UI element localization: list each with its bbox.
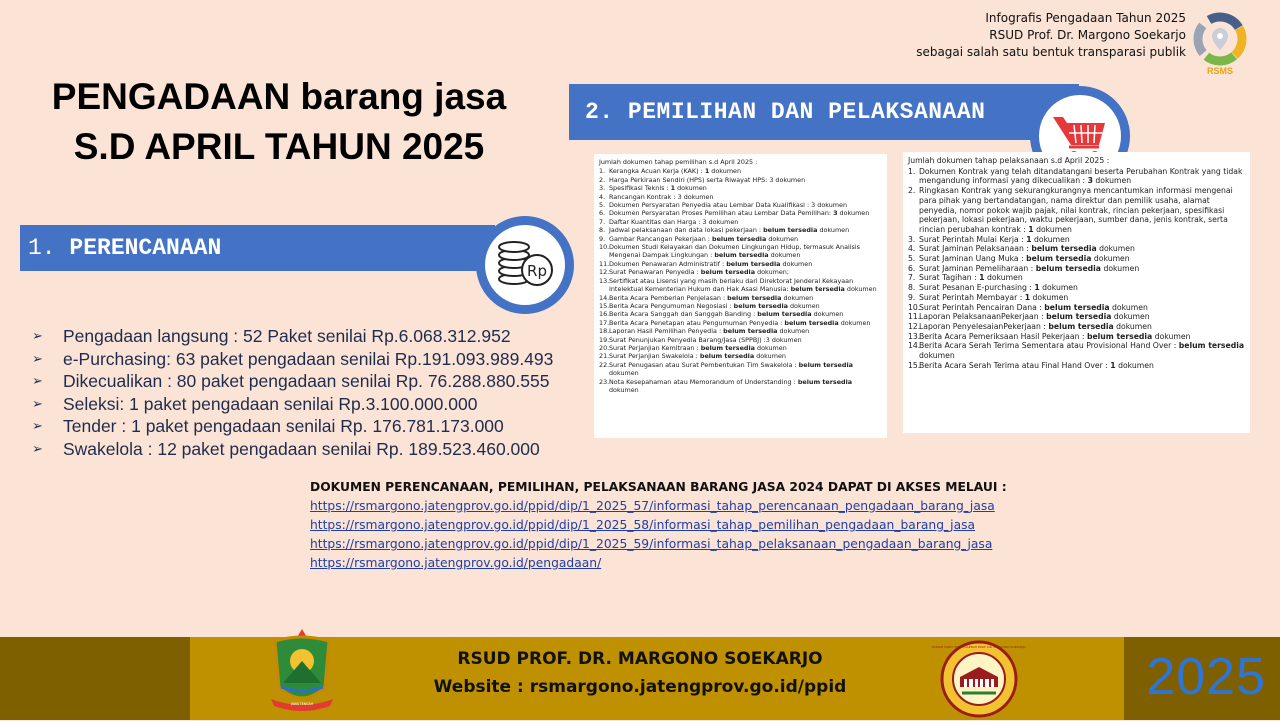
item-text — [609, 378, 882, 395]
arrow-bullet-icon: ➢ — [32, 373, 43, 388]
item-suffix: dokumen — [768, 251, 801, 260]
item-suffix: dokumen — [781, 293, 814, 302]
item-number: 6. — [908, 263, 916, 273]
pelaksanaan-panel-heading: Jumlah dokumen tahap pelaksanaan s.d April 2025 : — [908, 156, 1110, 165]
rsms-logo-text: RSMS — [1206, 66, 1234, 76]
bullet-text: Seleksi: 1 paket pengadaan senilai Rp.3.100.000.000 — [63, 393, 478, 414]
item-label: Laporan Hasil Pemilihan Penyedia : — [609, 327, 724, 336]
item-text — [919, 283, 1245, 293]
item-text — [609, 176, 882, 184]
section-perencanaan-header — [20, 225, 495, 271]
list-item — [32, 393, 592, 416]
item-number: 18. — [599, 327, 610, 336]
item-status: belum tersedia — [1048, 321, 1114, 331]
item-text — [609, 294, 882, 302]
item-text — [919, 312, 1245, 322]
item-text — [919, 235, 1245, 245]
item-label: Harga Perkiraan Sendiri (HPS) serta Riwayat HPS: 3 dokumen — [609, 175, 806, 184]
item-number: 8. — [599, 226, 606, 235]
item-text — [919, 341, 1245, 360]
item-text — [919, 273, 1245, 283]
item-suffix: dokumen — [780, 259, 813, 268]
item-text — [609, 243, 882, 260]
list-item — [599, 268, 882, 276]
list-item — [599, 361, 882, 378]
list-item — [908, 293, 1245, 303]
list-item — [599, 336, 882, 344]
item-number: 3. — [908, 234, 916, 244]
item-number: 10. — [599, 243, 610, 252]
list-item — [908, 235, 1245, 245]
item-suffix: dokumen — [844, 285, 877, 294]
list-item — [599, 344, 882, 352]
coins-rupiah-icon — [494, 239, 556, 291]
pemilihan-document-panel — [594, 154, 887, 438]
list-item — [599, 226, 882, 234]
item-label: Dokumen Persyaratan Proses Pemilihan atau Lembar Data Pemilihan: — [609, 209, 834, 218]
rsud-emblem-icon — [932, 639, 1026, 719]
item-suffix: dokumen — [1030, 292, 1069, 302]
item-label: Nota Kesepahaman atau Memorandum of Understanding : — [609, 377, 798, 386]
item-status: 1 — [1028, 224, 1034, 234]
footer-year: 2025 — [1146, 648, 1266, 706]
item-suffix: dokumen — [1152, 331, 1191, 341]
item-suffix: dokumen — [675, 184, 707, 193]
perencanaan-summary-list — [32, 325, 592, 460]
item-label: Sertifikat atau Lisensi yang masih berlaku dari Direktorat Jenderal Kekayaan Intelektual Kementerian Hukum dan Hak Asasi Manusia: — [609, 276, 854, 294]
link-pengadaan[interactable]: https://rsmargono.jatengprov.go.id/pengadaan/ — [310, 556, 602, 570]
item-number: 15. — [599, 301, 610, 310]
list-item — [908, 361, 1245, 371]
item-label: Rancangan Kontrak : 3 dokumen — [609, 192, 714, 201]
pemilihan-document-list — [599, 167, 882, 394]
item-label: Ringkasan Kontrak yang sekurangkurangnya mencantumkan informasi mengenai para pihak yang bertandatangan, nama direktur dan pemilik usaha, alamat penyedia, nomor pokok wajib pajak, nilai kontrak, rincian pekerjaan, spesifikasi pekerjaan, lokasi pekerjaan, waktu pekerjaan, sumber dana, jenis kontrak, serta rincian perubahan kontrak : — [919, 186, 1233, 234]
item-number: 9. — [599, 234, 606, 243]
list-item — [599, 193, 882, 201]
item-text — [919, 186, 1245, 235]
item-label: Berita Acara Penetapan atau Pengumuman Penyedia : — [609, 318, 785, 327]
list-item — [599, 327, 882, 335]
list-item — [599, 352, 882, 360]
footer-org: RSUD PROF. DR. MARGONO SOEKARJO — [457, 649, 823, 669]
item-text — [609, 193, 882, 201]
list-item — [908, 303, 1245, 313]
item-number: 2. — [908, 186, 916, 196]
item-number: 13. — [599, 276, 610, 285]
section2-label: 2. PEMILIHAN DAN PELAKSANAAN — [585, 99, 986, 125]
item-status: 1 — [1110, 360, 1116, 370]
list-item — [599, 378, 882, 395]
list-item — [32, 348, 592, 371]
item-label: Surat Perintah Membayar : — [919, 292, 1025, 302]
item-text — [609, 344, 882, 352]
item-label: Surat Jaminan Pemeliharaan : — [919, 263, 1036, 273]
item-number: 10. — [908, 302, 921, 312]
item-number: 22. — [599, 360, 610, 369]
arrow-bullet-icon: ➢ — [32, 440, 43, 456]
header-caption — [856, 10, 1186, 61]
item-suffix: dokumen — [609, 369, 639, 378]
item-label: Kerangka Acuan Kerja (KAK) : — [609, 167, 705, 176]
item-number: 1. — [599, 167, 606, 176]
item-status: belum tersedia — [700, 268, 756, 277]
item-number: 2. — [599, 175, 606, 184]
item-label: Surat Perintah Pencairan Dana : — [919, 302, 1045, 312]
footer-band — [0, 637, 1280, 720]
section-pemilihan-pelaksanaan-header — [569, 84, 1079, 140]
item-number: 7. — [599, 217, 606, 226]
item-label: Dokumen Persyaratan Penyedia atau Lembar Data Kualifikasi : 3 dokumen — [609, 201, 847, 210]
rsms-logo-icon — [1196, 12, 1252, 78]
list-item — [908, 283, 1245, 293]
list-item — [599, 235, 882, 243]
item-number: 11. — [599, 259, 610, 268]
link-pemilihan[interactable]: https://rsmargono.jatengprov.go.id/ppid/dip/1_2025_58/informasi_tahap_pemilihan_pengadaan_barang_jasa — [310, 518, 976, 532]
item-status: belum tersedia — [1026, 254, 1092, 264]
item-label: Dokumen Studi Kelayakan dan Dokumen Lingkungan Hidup, termasuk Analisis Mengenai Dampak Lingkungan : — [609, 243, 860, 260]
list-item — [599, 277, 882, 294]
list-item — [32, 438, 592, 461]
emblem-left-text: JAWA TENGAH — [290, 702, 314, 706]
item-status: belum tersedia — [763, 226, 818, 235]
item-label: Surat Tagihan : — [919, 273, 980, 283]
list-item — [599, 319, 882, 327]
item-text — [609, 268, 882, 276]
item-status: belum tersedia — [1046, 312, 1112, 322]
item-text — [609, 235, 882, 243]
bullet-text: Pengadaan langsung : 52 Paket senilai Rp.6.068.312.952 — [63, 326, 511, 346]
item-suffix: dokumen — [1092, 176, 1132, 186]
item-text — [919, 332, 1245, 342]
list-item — [908, 167, 1245, 186]
list-item — [599, 243, 882, 260]
item-suffix: dokumen — [709, 167, 742, 176]
item-text — [609, 277, 882, 294]
item-text — [919, 244, 1245, 254]
title-line-2: S.D APRIL TAHUN 2025 — [73, 126, 485, 167]
item-label: Surat Perjanjian Swakelola : — [609, 352, 700, 361]
item-status: belum tersedia — [714, 251, 769, 260]
list-item — [599, 294, 882, 302]
item-status: 3 — [1087, 176, 1093, 186]
item-status: belum tersedia — [784, 318, 839, 327]
item-status: belum tersedia — [1035, 263, 1101, 273]
footer-dark-block-left — [0, 637, 190, 720]
item-label: Surat Penunjukan Penyedia Barang/Jasa (SPPBJ) :3 dokumen — [609, 335, 802, 344]
item-status: belum tersedia — [733, 301, 788, 310]
list-item — [599, 209, 882, 217]
item-label: Surat Perintah Mulai Kerja : — [919, 234, 1027, 244]
item-suffix: dokumen — [609, 385, 639, 394]
item-status: belum tersedia — [1086, 331, 1153, 341]
item-label: Laporan PenyelesaianPekerjaan : — [919, 321, 1049, 331]
list-item — [599, 218, 882, 226]
item-suffix: dokumen — [919, 351, 955, 361]
item-status: 1 — [1024, 292, 1031, 302]
item-label: Berita Acara Sanggah dan Sanggah Banding : — [609, 310, 758, 319]
jawa-tengah-emblem-icon — [265, 627, 339, 721]
item-text — [609, 226, 882, 234]
pelaksanaan-document-panel — [903, 152, 1250, 433]
item-number: 23. — [599, 377, 610, 386]
item-label: Surat Perjanjian Kemitraan : — [609, 343, 701, 352]
item-suffix: dokumen — [1111, 312, 1150, 322]
item-status: belum tersedia — [1178, 341, 1245, 351]
list-item — [908, 341, 1245, 360]
item-text — [609, 336, 882, 344]
item-suffix: dokumen — [1101, 263, 1140, 273]
pemilihan-panel-heading: Jumlah dokumen tahap pemilihan s.d April 2025 : — [599, 158, 758, 166]
item-text — [609, 209, 882, 217]
item-status: belum tersedia — [727, 293, 782, 302]
item-text — [609, 319, 882, 327]
section1-icon-circle — [476, 216, 574, 314]
item-suffix: dokumen — [1096, 244, 1135, 254]
list-item — [32, 325, 592, 348]
item-label: Daftar Kuantitas dan Harga : 3 dokumen — [609, 217, 739, 226]
item-number: 19. — [599, 335, 610, 344]
list-item — [599, 310, 882, 318]
list-item — [32, 415, 592, 438]
caption-line-3: sebagai salah satu bentuk transparasi publik — [916, 45, 1186, 59]
list-item — [908, 273, 1245, 283]
bullet-text: Dikecualikan : 80 paket pengadaan senilai Rp. 76.288.880.555 — [63, 371, 550, 391]
list-item — [599, 176, 882, 184]
bullet-text: Swakelola : 12 paket pengadaan senilai Rp. 189.523.460.000 — [63, 438, 540, 459]
item-label: Jadwal pelaksanaan dan data lokasi pekerjaan : — [609, 226, 764, 235]
item-text — [609, 260, 882, 268]
item-number: 16. — [599, 310, 610, 319]
links-heading: DOKUMEN PERENCANAAN, PEMILIHAN, PELAKSANAAN BARANG JASA 2024 DAPAT DI AKSES MELAUI : — [310, 480, 1007, 494]
list-item — [599, 302, 882, 310]
item-label: Spesifikasi Teknis : — [609, 184, 671, 193]
item-suffix: dokumen; — [755, 268, 789, 277]
arrow-bullet-icon: ➢ — [32, 350, 43, 366]
item-text — [919, 303, 1245, 313]
item-number: 4. — [908, 244, 916, 254]
item-text — [609, 167, 882, 175]
caption-line-2: RSUD Prof. Dr. Margono Soekarjo — [989, 28, 1186, 42]
item-status: belum tersedia — [1044, 302, 1110, 312]
item-text — [609, 302, 882, 310]
item-suffix: dokumen — [766, 234, 799, 243]
item-number: 14. — [908, 341, 921, 351]
item-suffix: dokumen — [838, 318, 871, 327]
item-suffix: dokumen — [1113, 321, 1152, 331]
item-number: 7. — [908, 273, 916, 283]
list-item — [908, 322, 1245, 332]
item-number: 17. — [599, 318, 610, 327]
list-item — [599, 184, 882, 192]
item-suffix: dokumen — [777, 327, 810, 336]
item-suffix: dokumen — [754, 352, 786, 361]
item-status: belum tersedia — [798, 360, 853, 369]
item-suffix: dokumen — [817, 226, 850, 235]
item-status: 1 — [979, 273, 985, 283]
item-suffix: dokumen — [837, 209, 870, 218]
item-status: 1 — [670, 184, 676, 193]
section1-number: 1. — [28, 235, 56, 261]
list-item — [599, 201, 882, 209]
item-text — [609, 218, 882, 226]
arrow-bullet-icon: ➢ — [32, 418, 43, 433]
emblem-right-text: RUMAH SAKIT UMUM DAERAH PROF. DR. MARGONO SOEKARJO — [932, 645, 1026, 649]
item-status: belum tersedia — [797, 377, 853, 386]
list-item — [908, 186, 1245, 235]
item-label: Berita Acara Pemberian Penjelasan : — [609, 293, 728, 302]
item-suffix: dokumen — [1109, 302, 1148, 312]
list-item — [908, 264, 1245, 274]
item-number: 21. — [599, 352, 610, 361]
item-label: Dokumen Penawaran Administratif : — [609, 259, 727, 268]
item-suffix: dokumen — [1033, 224, 1072, 234]
list-item — [599, 260, 882, 268]
item-number: 15. — [908, 360, 921, 370]
item-status: 1 — [1026, 234, 1032, 244]
item-suffix: dokumen — [1039, 283, 1078, 293]
arrow-bullet-icon: ➢ — [32, 328, 43, 343]
item-text — [919, 361, 1245, 371]
item-number: 14. — [599, 293, 610, 302]
item-text — [919, 264, 1245, 274]
item-status: belum tersedia — [726, 259, 781, 268]
footer-text — [420, 645, 860, 701]
item-label: Surat Jaminan Pelaksanaan : — [919, 244, 1032, 254]
item-label: Dokumen Kontrak yang telah ditandatangani beserta Perubahan Kontrak yang tidak mengandung informasi yang dikecualikan : — [919, 166, 1243, 186]
item-text — [609, 361, 882, 378]
item-status: belum tersedia — [712, 234, 767, 243]
item-suffix: dokumen — [755, 343, 787, 352]
item-text — [919, 293, 1245, 303]
item-status: belum tersedia — [723, 327, 778, 336]
item-label: Berita Acara Serah Terima Sementara atau Provisional Hand Over : — [919, 341, 1179, 351]
item-number: 11. — [908, 312, 921, 322]
item-number: 20. — [599, 343, 610, 352]
item-suffix: dokumen — [1091, 254, 1130, 264]
item-status: belum tersedia — [757, 310, 812, 319]
title-line-1: PENGADAAN barang jasa — [51, 76, 507, 117]
item-number: 9. — [908, 292, 916, 302]
page-title — [14, 72, 544, 172]
link-perencanaan[interactable]: https://rsmargono.jatengprov.go.id/ppid/dip/1_2025_57/informasi_tahap_perencanaan_pengadaan_barang_jasa — [310, 499, 995, 513]
item-number: 5. — [599, 201, 606, 210]
bullet-text: Tender : 1 paket pengadaan senilai Rp. 176.781.173.000 — [63, 416, 504, 436]
list-item — [908, 244, 1245, 254]
arrow-bullet-icon: ➢ — [32, 395, 43, 411]
item-label: Berita Acara Pengumuman Negosiasi : — [609, 301, 734, 310]
item-label: Berita Acara Serah Terima atau Final Hand Over : — [919, 360, 1111, 370]
list-item — [599, 167, 882, 175]
rupiah-symbol: Rp — [527, 262, 547, 280]
item-status: belum tersedia — [1031, 244, 1097, 254]
item-number: 6. — [599, 209, 606, 218]
item-number: 5. — [908, 254, 916, 264]
item-number: 4. — [599, 192, 606, 201]
list-item — [908, 312, 1245, 322]
item-label: Berita Acara Pemeriksaan Hasil Pekerjaan : — [919, 331, 1087, 341]
item-label: Surat Jaminan Uang Muka : — [919, 254, 1027, 264]
bullet-text: e-Purchasing: 63 paket pengadaan senilai Rp.191.093.989.493 — [63, 348, 554, 369]
item-text — [609, 352, 882, 360]
link-pelaksanaan[interactable]: https://rsmargono.jatengprov.go.id/ppid/dip/1_2025_59/informasi_tahap_pelaksanaan_pengadaan_barang_jasa — [310, 537, 993, 551]
item-label: Surat Penawaran Penyedia : — [609, 268, 701, 277]
item-status: 1 — [1034, 283, 1040, 293]
item-suffix: dokumen — [984, 273, 1023, 283]
item-text — [609, 201, 882, 209]
item-text — [609, 327, 882, 335]
item-status: belum tersedia — [699, 352, 755, 361]
item-label: Gambar Rancangan Pekerjaan : — [609, 234, 712, 243]
item-status: belum tersedia — [700, 343, 755, 352]
item-label: Surat Penugasan atau Surat Pembentukan Tim Swakelola : — [609, 360, 799, 369]
item-status: 3 — [833, 209, 838, 218]
section1-label: PERENCANAAN — [69, 235, 222, 261]
pelaksanaan-document-list — [908, 167, 1245, 371]
item-number: 3. — [599, 184, 606, 193]
item-text — [609, 310, 882, 318]
item-number: 8. — [908, 283, 916, 293]
item-suffix: dokumen — [1115, 360, 1154, 370]
item-number: 12. — [908, 321, 921, 331]
list-item — [908, 254, 1245, 264]
item-suffix: dokumen — [811, 310, 844, 319]
list-item — [32, 370, 592, 393]
item-status: 1 — [704, 167, 710, 176]
item-text — [609, 184, 882, 192]
item-number: 13. — [908, 331, 921, 341]
footer-website: Website : rsmargono.jatengprov.go.id/ppid — [433, 677, 847, 697]
item-status: belum tersedia — [790, 285, 845, 294]
list-item — [908, 332, 1245, 342]
document-links-section — [310, 478, 1070, 573]
item-number: 12. — [599, 268, 610, 277]
item-text — [919, 322, 1245, 332]
item-number: 1. — [908, 166, 916, 176]
item-label: Laporan PelaksanaanPekerjaan : — [919, 312, 1047, 322]
item-text — [919, 254, 1245, 264]
item-text — [919, 167, 1245, 186]
caption-line-1: Infografis Pengadaan Tahun 2025 — [985, 11, 1186, 25]
item-suffix: dokumen — [787, 301, 820, 310]
item-suffix: dokumen — [1031, 234, 1070, 244]
item-label: Surat Pesanan E-purchasing : — [919, 283, 1035, 293]
